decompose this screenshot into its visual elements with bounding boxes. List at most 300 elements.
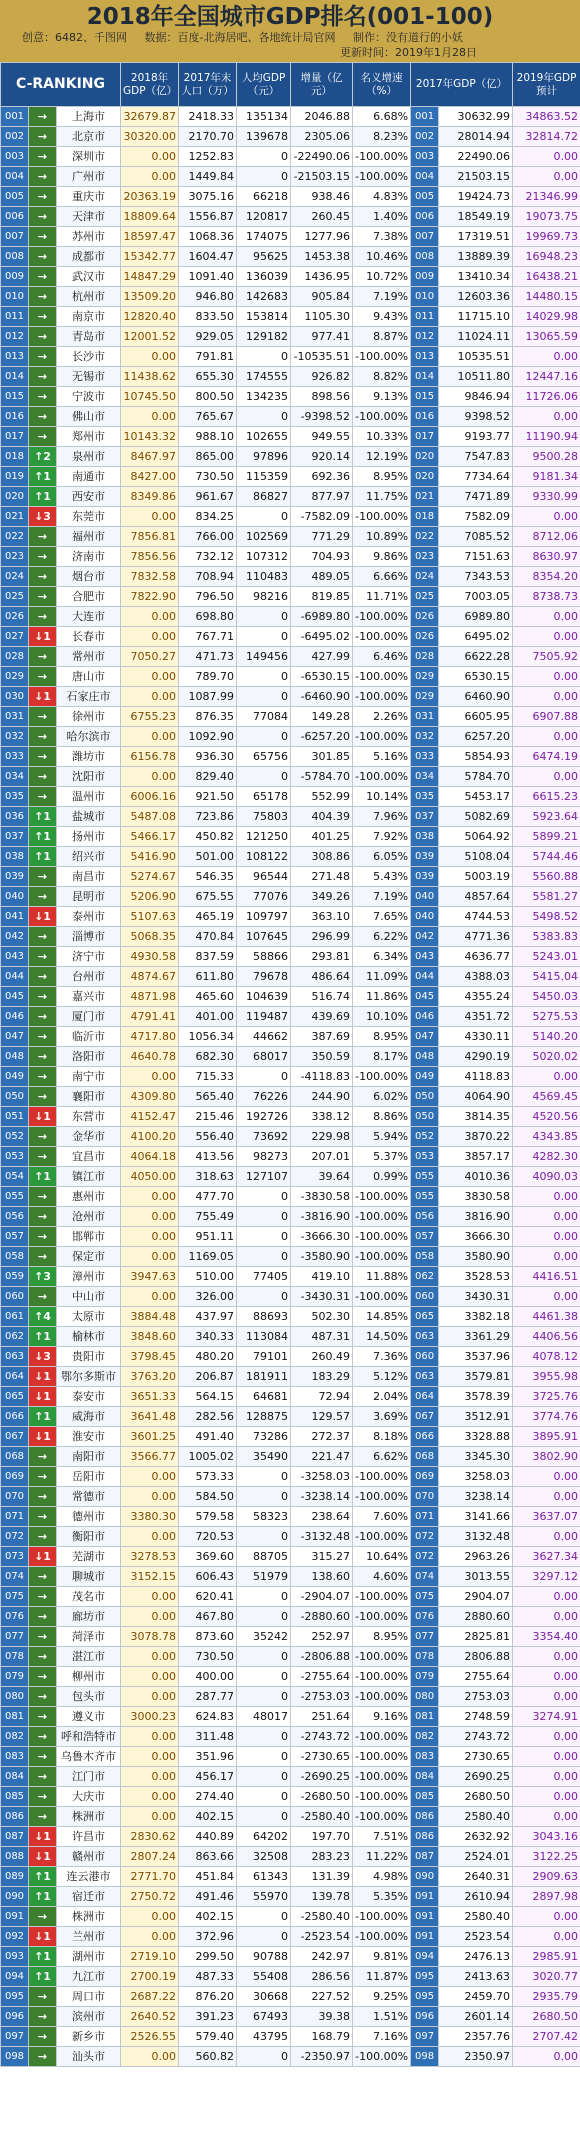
- table-row[interactable]: [1, 927, 580, 947]
- table-row[interactable]: [1, 827, 580, 847]
- rank-cell: 052: [1, 1127, 29, 1147]
- table-row[interactable]: [1, 487, 580, 507]
- header-c-ranking[interactable]: C-RANKING: [1, 63, 121, 107]
- gdp-2017: 3361.29: [439, 1327, 513, 1347]
- table-row[interactable]: [1, 907, 580, 927]
- city-name: 镇江市: [57, 1167, 121, 1187]
- gdp-2019-forecast: 0.00: [513, 1527, 580, 1547]
- nominal-growth: -100.00%: [353, 1727, 411, 1747]
- nominal-growth: -100.00%: [353, 1527, 411, 1547]
- trend-indicator: ↑3: [29, 1267, 57, 1287]
- table-row[interactable]: [1, 1667, 580, 1687]
- population-2017: 1087.99: [179, 687, 237, 707]
- rank-cell: 042: [1, 927, 29, 947]
- table-row[interactable]: [1, 1347, 580, 1367]
- nominal-growth: 11.88%: [353, 1267, 411, 1287]
- city-name: 柳州市: [57, 1667, 121, 1687]
- rank-2017: 076: [411, 1607, 439, 1627]
- gdp-per-capita: 79101: [237, 1347, 291, 1367]
- gdp-increase: -6989.80: [291, 607, 353, 627]
- gdp-2019-forecast: 0.00: [513, 1207, 580, 1227]
- gdp-2018: 4791.41: [121, 1007, 179, 1027]
- nominal-growth: 8.23%: [353, 127, 411, 147]
- header-increase[interactable]: 增量（亿元）: [291, 63, 353, 107]
- rank-cell: 061: [1, 1307, 29, 1327]
- header-nominal-growth[interactable]: 名义增速（%）: [353, 63, 411, 107]
- table-row[interactable]: [1, 527, 580, 547]
- gdp-2017: 3430.31: [439, 1287, 513, 1307]
- gdp-per-capita: 0: [237, 1767, 291, 1787]
- gdp-2017: 2904.07: [439, 1587, 513, 1607]
- gdp-2019-forecast: 0.00: [513, 1647, 580, 1667]
- table-row[interactable]: [1, 107, 580, 127]
- table-row[interactable]: [1, 1307, 580, 1327]
- table-row[interactable]: [1, 1407, 580, 1427]
- table-row[interactable]: [1, 727, 580, 747]
- rank-2017: 011: [411, 307, 439, 327]
- table-row[interactable]: [1, 1087, 580, 1107]
- rank-cell: 030: [1, 687, 29, 707]
- table-row[interactable]: [1, 507, 580, 527]
- table-row[interactable]: [1, 1647, 580, 1667]
- city-name: 台州市: [57, 967, 121, 987]
- gdp-2018: 0.00: [121, 767, 179, 787]
- rank-2017: 063: [411, 1327, 439, 1347]
- population-2017: 876.20: [179, 1987, 237, 2007]
- nominal-growth: 10.33%: [353, 427, 411, 447]
- nominal-growth: 5.16%: [353, 747, 411, 767]
- population-2017: 723.86: [179, 807, 237, 827]
- rank-cell: 029: [1, 667, 29, 687]
- population-2017: 556.40: [179, 1127, 237, 1147]
- gdp-2017: 2680.50: [439, 1787, 513, 1807]
- nominal-growth: 7.16%: [353, 2027, 411, 2047]
- table-row[interactable]: [1, 1947, 580, 1967]
- table-row[interactable]: [1, 747, 580, 767]
- table-row[interactable]: [1, 187, 580, 207]
- table-row[interactable]: [1, 607, 580, 627]
- rank-2017: 090: [411, 1867, 439, 1887]
- table-row[interactable]: [1, 467, 580, 487]
- gdp-2019-forecast: 0.00: [513, 1927, 580, 1947]
- gdp-2019-forecast: 4343.85: [513, 1127, 580, 1147]
- nominal-growth: -100.00%: [353, 767, 411, 787]
- trend-indicator: →: [29, 147, 57, 167]
- city-name: 昆明市: [57, 887, 121, 907]
- table-row[interactable]: [1, 1027, 580, 1047]
- gdp-2019-forecast: 32814.72: [513, 127, 580, 147]
- gdp-increase: 242.97: [291, 1947, 353, 1967]
- gdp-per-capita: 174555: [237, 367, 291, 387]
- gdp-increase: 283.23: [291, 1847, 353, 1867]
- header-gdp2019[interactable]: 2019年GDP预计: [513, 63, 580, 107]
- gdp-2017: 5453.17: [439, 787, 513, 807]
- gdp-2019-forecast: 0.00: [513, 1067, 580, 1087]
- nominal-growth: -100.00%: [353, 607, 411, 627]
- table-row[interactable]: [1, 1387, 580, 1407]
- gdp-per-capita: 107312: [237, 547, 291, 567]
- gdp-increase: -7582.09: [291, 507, 353, 527]
- gdp-2017: 6257.20: [439, 727, 513, 747]
- table-row[interactable]: [1, 1727, 580, 1747]
- table-row[interactable]: [1, 807, 580, 827]
- gdp-2018: 7050.27: [121, 647, 179, 667]
- table-row[interactable]: [1, 2047, 580, 2067]
- table-row[interactable]: [1, 327, 580, 347]
- rank-2017: 009: [411, 267, 439, 287]
- nominal-growth: 8.82%: [353, 367, 411, 387]
- table-row[interactable]: [1, 1987, 580, 2007]
- gdp-2017: 21503.15: [439, 167, 513, 187]
- table-row[interactable]: [1, 1367, 580, 1387]
- population-2017: 715.33: [179, 1067, 237, 1087]
- population-2017: 655.30: [179, 367, 237, 387]
- table-row[interactable]: [1, 1467, 580, 1487]
- gdp-2018: 0.00: [121, 627, 179, 647]
- trend-indicator: →: [29, 647, 57, 667]
- gdp-increase: 771.29: [291, 527, 353, 547]
- gdp-increase: 419.10: [291, 1267, 353, 1287]
- table-row[interactable]: [1, 407, 580, 427]
- rank-cell: 039: [1, 867, 29, 887]
- table-row[interactable]: [1, 1887, 580, 1907]
- header-gdp2017[interactable]: 2017年GDP（亿）: [411, 63, 513, 107]
- table-row[interactable]: [1, 587, 580, 607]
- table-row[interactable]: [1, 1487, 580, 1507]
- city-name: 金华市: [57, 1127, 121, 1147]
- population-2017: 789.70: [179, 667, 237, 687]
- gdp-per-capita: 55970: [237, 1887, 291, 1907]
- table-row[interactable]: [1, 1067, 580, 1087]
- rank-2017: 091: [411, 1907, 439, 1927]
- gdp-2017: 6460.90: [439, 687, 513, 707]
- gdp-2017: 3580.90: [439, 1247, 513, 1267]
- table-row[interactable]: [1, 987, 580, 1007]
- table-row[interactable]: [1, 1587, 580, 1607]
- gdp-increase: 920.14: [291, 447, 353, 467]
- table-row[interactable]: [1, 787, 580, 807]
- table-row[interactable]: [1, 667, 580, 687]
- table-row[interactable]: [1, 1207, 580, 1227]
- population-2017: 340.33: [179, 1327, 237, 1347]
- population-2017: 766.00: [179, 527, 237, 547]
- nominal-growth: 9.43%: [353, 307, 411, 327]
- nominal-growth: 9.81%: [353, 1947, 411, 1967]
- nominal-growth: 5.37%: [353, 1147, 411, 1167]
- population-2017: 274.40: [179, 1787, 237, 1807]
- nominal-growth: -100.00%: [353, 1247, 411, 1267]
- rank-2017: 017: [411, 427, 439, 447]
- city-name: 兰州市: [57, 1927, 121, 1947]
- rank-2017: 070: [411, 1487, 439, 1507]
- table-row[interactable]: [1, 1147, 580, 1167]
- nominal-growth: 6.62%: [353, 1447, 411, 1467]
- gdp-2019-forecast: 0.00: [513, 627, 580, 647]
- nominal-growth: -100.00%: [353, 407, 411, 427]
- rank-cell: 033: [1, 747, 29, 767]
- rank-cell: 008: [1, 247, 29, 267]
- city-name: 南京市: [57, 307, 121, 327]
- trend-indicator: ↓1: [29, 1827, 57, 1847]
- table-row[interactable]: [1, 347, 580, 367]
- table-row[interactable]: [1, 1447, 580, 1467]
- gdp-per-capita: 65756: [237, 747, 291, 767]
- city-name: 大庆市: [57, 1787, 121, 1807]
- table-row[interactable]: [1, 1747, 580, 1767]
- rank-2017: 001: [411, 107, 439, 127]
- rank-2017: 064: [411, 1387, 439, 1407]
- gdp-increase: -2350.97: [291, 2047, 353, 2067]
- table-row[interactable]: [1, 947, 580, 967]
- trend-indicator: →: [29, 1147, 57, 1167]
- table-row[interactable]: [1, 1047, 580, 1067]
- gdp-2019-forecast: 4078.12: [513, 1347, 580, 1367]
- gdp-2017: 4857.64: [439, 887, 513, 907]
- header-gdp2018[interactable]: 2018年GDP（亿）: [121, 63, 179, 107]
- table-row[interactable]: [1, 127, 580, 147]
- table-row[interactable]: [1, 887, 580, 907]
- table-row[interactable]: [1, 1247, 580, 1267]
- gdp-2019-forecast: 11726.06: [513, 387, 580, 407]
- table-row[interactable]: [1, 1847, 580, 1867]
- table-row[interactable]: [1, 1107, 580, 1127]
- table-row[interactable]: [1, 567, 580, 587]
- rank-cell: 022: [1, 527, 29, 547]
- rank-cell: 057: [1, 1227, 29, 1247]
- gdp-2019-forecast: 6474.19: [513, 747, 580, 767]
- gdp-2018: 6156.78: [121, 747, 179, 767]
- trend-indicator: →: [29, 547, 57, 567]
- table-row[interactable]: [1, 1187, 580, 1207]
- rank-cell: 065: [1, 1387, 29, 1407]
- table-row[interactable]: [1, 387, 580, 407]
- rank-2017: 096: [411, 2007, 439, 2027]
- population-2017: 480.20: [179, 1347, 237, 1367]
- table-row[interactable]: [1, 707, 580, 727]
- table-row[interactable]: [1, 1627, 580, 1647]
- gdp-2018: 12820.40: [121, 307, 179, 327]
- table-row[interactable]: [1, 547, 580, 567]
- gdp-2018: 4930.58: [121, 947, 179, 967]
- gdp-2019-forecast: 5899.21: [513, 827, 580, 847]
- city-name: 株洲市: [57, 1807, 121, 1827]
- table-row[interactable]: [1, 1907, 580, 1927]
- table-row[interactable]: [1, 427, 580, 447]
- table-row[interactable]: [1, 367, 580, 387]
- table-row[interactable]: [1, 1807, 580, 1827]
- table-row[interactable]: [1, 207, 580, 227]
- table-row[interactable]: [1, 227, 580, 247]
- table-row[interactable]: [1, 627, 580, 647]
- rank-2017: 085: [411, 1787, 439, 1807]
- trend-indicator: →: [29, 1767, 57, 1787]
- nominal-growth: 9.86%: [353, 547, 411, 567]
- rank-cell: 071: [1, 1507, 29, 1527]
- gdp-2018: 7856.81: [121, 527, 179, 547]
- table-row[interactable]: [1, 1547, 580, 1567]
- page-title: 2018年全国城市GDP排名(001-100): [86, 4, 494, 30]
- gdp-2019-forecast: 0.00: [513, 1287, 580, 1307]
- table-row[interactable]: [1, 307, 580, 327]
- rank-2017: 004: [411, 167, 439, 187]
- gdp-2018: 3078.78: [121, 1627, 179, 1647]
- rank-cell: 013: [1, 347, 29, 367]
- gdp-2019-forecast: 5140.20: [513, 1027, 580, 1047]
- gdp-per-capita: 0: [237, 1067, 291, 1087]
- table-row[interactable]: [1, 1287, 580, 1307]
- rank-2017: 039: [411, 867, 439, 887]
- rank-cell: 078: [1, 1647, 29, 1667]
- rank-cell: 045: [1, 987, 29, 1007]
- table-row[interactable]: [1, 1427, 580, 1447]
- nominal-growth: 5.12%: [353, 1367, 411, 1387]
- table-row[interactable]: [1, 2027, 580, 2047]
- gdp-2017: 2523.54: [439, 1927, 513, 1947]
- table-row[interactable]: [1, 2007, 580, 2027]
- nominal-growth: 7.19%: [353, 887, 411, 907]
- table-row[interactable]: [1, 1707, 580, 1727]
- gdp-2019-forecast: 3020.77: [513, 1967, 580, 1987]
- table-row[interactable]: [1, 767, 580, 787]
- gdp-2019-forecast: 16438.21: [513, 267, 580, 287]
- table-row[interactable]: [1, 287, 580, 307]
- population-2017: 800.50: [179, 387, 237, 407]
- gdp-increase: 363.10: [291, 907, 353, 927]
- table-row[interactable]: [1, 647, 580, 667]
- rank-2017: 026: [411, 627, 439, 647]
- population-2017: 611.80: [179, 967, 237, 987]
- gdp-2017: 7582.09: [439, 507, 513, 527]
- gdp-increase: -9398.52: [291, 407, 353, 427]
- gdp-per-capita: 0: [237, 1287, 291, 1307]
- gdp-2019-forecast: 4406.56: [513, 1327, 580, 1347]
- rank-2017: 042: [411, 927, 439, 947]
- rank-cell: 075: [1, 1587, 29, 1607]
- population-2017: 402.15: [179, 1807, 237, 1827]
- table-row[interactable]: [1, 1127, 580, 1147]
- rank-cell: 091: [1, 1907, 29, 1927]
- table-row[interactable]: [1, 1267, 580, 1287]
- gdp-increase: 486.64: [291, 967, 353, 987]
- gdp-increase: -2743.72: [291, 1727, 353, 1747]
- gdp-increase: 39.38: [291, 2007, 353, 2027]
- gdp-2019-forecast: 3774.76: [513, 1407, 580, 1427]
- table-row[interactable]: [1, 847, 580, 867]
- gdp-increase: 207.01: [291, 1147, 353, 1167]
- population-2017: 698.80: [179, 607, 237, 627]
- trend-indicator: ↓1: [29, 1367, 57, 1387]
- table-row[interactable]: [1, 1867, 580, 1887]
- gdp-2018: 0.00: [121, 687, 179, 707]
- trend-indicator: ↑1: [29, 1407, 57, 1427]
- table-row[interactable]: [1, 1967, 580, 1987]
- population-2017: 720.53: [179, 1527, 237, 1547]
- city-name: 南阳市: [57, 1447, 121, 1467]
- table-row[interactable]: [1, 1527, 580, 1547]
- table-row[interactable]: [1, 1327, 580, 1347]
- population-2017: 491.40: [179, 1427, 237, 1447]
- gdp-increase: 926.82: [291, 367, 353, 387]
- gdp-increase: 308.86: [291, 847, 353, 867]
- gdp-2019-forecast: 0.00: [513, 347, 580, 367]
- nominal-growth: 8.18%: [353, 1427, 411, 1447]
- city-name: 襄阳市: [57, 1087, 121, 1107]
- nominal-growth: -100.00%: [353, 1687, 411, 1707]
- table-row[interactable]: [1, 1007, 580, 1027]
- population-2017: 451.84: [179, 1867, 237, 1887]
- table-row[interactable]: [1, 1167, 580, 1187]
- table-row[interactable]: [1, 447, 580, 467]
- gdp-2018: 15342.77: [121, 247, 179, 267]
- table-row[interactable]: [1, 1687, 580, 1707]
- gdp-2019-forecast: 5243.01: [513, 947, 580, 967]
- table-row[interactable]: [1, 1507, 580, 1527]
- table-row[interactable]: [1, 1567, 580, 1587]
- table-row[interactable]: [1, 1227, 580, 1247]
- gdp-per-capita: 61343: [237, 1867, 291, 1887]
- gdp-2017: 3578.39: [439, 1387, 513, 1407]
- gdp-2018: 0.00: [121, 1767, 179, 1787]
- gdp-increase: 251.64: [291, 1707, 353, 1727]
- rank-cell: 085: [1, 1787, 29, 1807]
- population-2017: 1056.34: [179, 1027, 237, 1047]
- population-2017: 287.77: [179, 1687, 237, 1707]
- population-2017: 921.50: [179, 787, 237, 807]
- trend-indicator: →: [29, 427, 57, 447]
- rank-2017: 050: [411, 1087, 439, 1107]
- rank-2017: 084: [411, 1767, 439, 1787]
- table-row[interactable]: [1, 1787, 580, 1807]
- table-row[interactable]: [1, 267, 580, 287]
- rank-2017: 094: [411, 1947, 439, 1967]
- table-row[interactable]: [1, 1927, 580, 1947]
- gdp-2017: 3512.91: [439, 1407, 513, 1427]
- table-row[interactable]: [1, 147, 580, 167]
- city-name: 江门市: [57, 1767, 121, 1787]
- gdp-per-capita: 104639: [237, 987, 291, 1007]
- table-row[interactable]: [1, 167, 580, 187]
- gdp-increase: 516.74: [291, 987, 353, 1007]
- table-row[interactable]: [1, 867, 580, 887]
- gdp-2017: 2825.81: [439, 1627, 513, 1647]
- rank-2017: 086: [411, 1827, 439, 1847]
- gdp-2017: 2963.26: [439, 1547, 513, 1567]
- table-row[interactable]: [1, 247, 580, 267]
- population-2017: 487.33: [179, 1967, 237, 1987]
- header-per-capita[interactable]: 人均GDP（元）: [237, 63, 291, 107]
- city-name: 厦门市: [57, 1007, 121, 1027]
- gdp-2017: 2580.40: [439, 1907, 513, 1927]
- gdp-2017: 4290.19: [439, 1047, 513, 1067]
- trend-indicator: ↑1: [29, 807, 57, 827]
- table-row[interactable]: [1, 1767, 580, 1787]
- gdp-2017: 19424.73: [439, 187, 513, 207]
- table-row[interactable]: [1, 1827, 580, 1847]
- nominal-growth: 11.22%: [353, 1847, 411, 1867]
- population-2017: 3075.16: [179, 187, 237, 207]
- nominal-growth: -100.00%: [353, 1907, 411, 1927]
- gdp-2018: 2719.10: [121, 1947, 179, 1967]
- gdp-per-capita: 136039: [237, 267, 291, 287]
- city-name: 天津市: [57, 207, 121, 227]
- city-name: 重庆市: [57, 187, 121, 207]
- table-row[interactable]: [1, 967, 580, 987]
- header-pop2017[interactable]: 2017年末人口（万）: [179, 63, 237, 107]
- gdp-2019-forecast: 5498.52: [513, 907, 580, 927]
- table-row[interactable]: [1, 1607, 580, 1627]
- gdp-per-capita: 65178: [237, 787, 291, 807]
- table-row[interactable]: [1, 687, 580, 707]
